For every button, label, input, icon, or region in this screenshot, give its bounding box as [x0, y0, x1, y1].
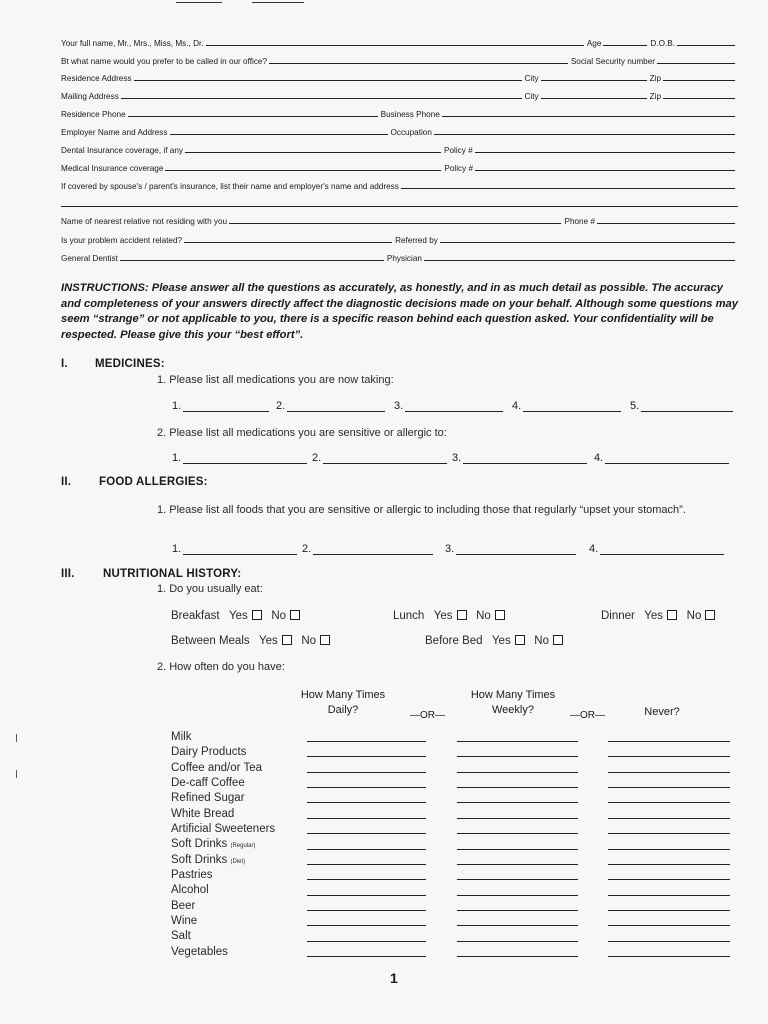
never-answer-line[interactable]: [608, 849, 730, 850]
city-label: City: [524, 92, 539, 101]
no-label: No: [301, 635, 317, 647]
allergic-medication-answer-1[interactable]: [183, 454, 307, 464]
medical-insurance-row: [61, 159, 738, 173]
no-label: No: [271, 610, 287, 622]
before-bed-no-checkbox[interactable]: [553, 635, 563, 645]
never-answer-line[interactable]: [608, 787, 730, 788]
margin-mark: [16, 734, 17, 742]
food-row: [171, 853, 275, 868]
no-label: No: [686, 610, 702, 622]
dental-insurance-row: [61, 141, 738, 155]
food-label: Alcohol: [171, 884, 209, 897]
food-row: [171, 791, 275, 806]
phone-row: [61, 105, 738, 119]
food-label: Salt: [171, 930, 191, 943]
page-number: 1: [390, 970, 398, 986]
food-label: Artificial Sweeteners: [171, 823, 276, 836]
food-label: Milk: [171, 731, 192, 743]
or-separator: —OR—: [570, 710, 605, 721]
usually-eat-question: 1. Do you usually eat:: [157, 583, 263, 595]
dental-policy-field[interactable]: [475, 152, 735, 153]
dental-insurance-label: Dental Insurance coverage, if any: [61, 146, 183, 155]
margin-mark: [16, 770, 17, 778]
food-allergy-answer-4[interactable]: [600, 545, 724, 555]
zip-label: Zip: [649, 74, 661, 83]
food-note: (Regular): [230, 843, 256, 850]
never-answer-line[interactable]: [608, 864, 730, 865]
nearest-relative-label: Name of nearest relative not residing with you: [61, 217, 228, 226]
food-row: [171, 776, 275, 791]
employer-row: [61, 123, 738, 137]
dob-label: D.O.B.: [650, 39, 675, 48]
age-field[interactable]: [603, 45, 647, 46]
city-label: City: [524, 74, 539, 83]
food-row: [171, 868, 275, 883]
section-title-food-allergies: FOOD ALLERGIES:: [99, 476, 208, 488]
never-answer-line[interactable]: [608, 741, 730, 742]
column-header-never: Never?: [644, 706, 680, 718]
never-answer-line[interactable]: [608, 772, 730, 773]
weekly-answer-line[interactable]: [457, 879, 578, 880]
physician-field[interactable]: [424, 260, 735, 261]
medical-policy-field[interactable]: [475, 170, 735, 171]
weekly-answer-line[interactable]: [457, 741, 578, 742]
medication-answer-3[interactable]: [405, 402, 503, 412]
food-row: [171, 914, 275, 929]
never-answer-line[interactable]: [608, 818, 730, 819]
column-header-daily: How Many Times Daily?: [300, 689, 386, 716]
meal-label: Breakfast: [171, 610, 220, 622]
answer-number: 3.: [452, 452, 462, 464]
ssn-label: Social Security number: [570, 57, 655, 66]
food-row: [171, 807, 275, 822]
never-answer-line[interactable]: [608, 941, 730, 942]
answer-number: 1.: [172, 400, 182, 412]
how-often-question: 2. How often do you have:: [157, 661, 285, 673]
food-label: Wine: [171, 915, 198, 928]
top-rule: [176, 2, 222, 3]
food-row: [171, 883, 275, 898]
employer-field[interactable]: [170, 134, 388, 135]
allergic-medications-question: 2. Please list all medications you are sensitive or allergic to:: [157, 427, 447, 439]
residence-phone-field[interactable]: [128, 116, 378, 117]
food-label: White Bread: [171, 807, 235, 820]
never-answer-line[interactable]: [608, 925, 730, 926]
mailing-address-row: [61, 87, 738, 101]
medical-insurance-label: Medical Insurance coverage: [61, 164, 164, 173]
breakfast-option: [171, 610, 300, 622]
occupation-field[interactable]: [434, 134, 735, 135]
answer-number: 4.: [594, 452, 604, 464]
weekly-answer-line[interactable]: [457, 941, 578, 942]
daily-answer-line[interactable]: [307, 741, 426, 742]
food-label: Pastries: [171, 869, 213, 882]
answer-number: 2.: [312, 452, 322, 464]
daily-answer-line[interactable]: [307, 895, 426, 896]
daily-answer-line[interactable]: [307, 802, 426, 803]
dob-field[interactable]: [677, 45, 735, 46]
food-label: Soft Drinks: [171, 853, 228, 866]
preferred-name-row: [61, 52, 738, 66]
meal-label: Between Meals: [171, 635, 250, 647]
section-title-nutritional-history: NUTRITIONAL HISTORY:: [103, 568, 242, 580]
food-label: Refined Sugar: [171, 792, 245, 805]
dentist-row: [61, 249, 738, 263]
mailing-address-field[interactable]: [121, 98, 522, 99]
policy-label: Policy #: [443, 146, 473, 155]
never-answer-line[interactable]: [608, 895, 730, 896]
answer-number: 4.: [589, 543, 599, 555]
food-frequency-list: [171, 730, 275, 960]
no-label: No: [534, 635, 549, 647]
spouse-insurance-field[interactable]: [401, 188, 735, 189]
medication-answer-2[interactable]: [287, 402, 385, 412]
full-name-label: Your full name, Mr., Mrs., Miss, Ms., Dr.: [61, 39, 204, 48]
between-meals-no-checkbox[interactable]: [320, 635, 330, 645]
yes-label: Yes: [433, 610, 453, 622]
food-row: [171, 899, 275, 914]
before-bed-yes-checkbox[interactable]: [515, 635, 525, 645]
general-dentist-label: General Dentist: [61, 254, 118, 263]
daily-answer-line[interactable]: [307, 787, 426, 788]
never-answer-line[interactable]: [608, 956, 730, 957]
never-answer-line[interactable]: [608, 833, 730, 834]
answer-number: 3.: [394, 400, 404, 412]
dinner-no-checkbox[interactable]: [705, 610, 715, 620]
medication-answer-5[interactable]: [641, 402, 733, 412]
preferred-name-field[interactable]: [269, 63, 568, 64]
allergic-medication-answer-4[interactable]: [605, 454, 729, 464]
spouse-insurance-row: [61, 177, 738, 191]
meal-label: Before Bed: [425, 635, 483, 647]
food-label: Vegetables: [171, 945, 228, 958]
food-row: [171, 730, 275, 745]
food-label: De-caff Coffee: [171, 777, 245, 790]
food-label: Dairy Products: [171, 746, 247, 759]
yes-label: Yes: [491, 635, 511, 647]
allergic-medication-answer-2[interactable]: [323, 454, 447, 464]
spouse-insurance-label: If covered by spouse's / parent's insurance, list their name and employer's name and address: [61, 182, 399, 191]
residence-address-row: [61, 69, 738, 83]
lunch-no-checkbox[interactable]: [495, 610, 505, 620]
daily-answer-line[interactable]: [307, 910, 426, 911]
dental-insurance-field[interactable]: [185, 152, 441, 153]
answer-number: 4.: [512, 400, 522, 412]
answer-number: 2.: [302, 543, 312, 555]
section-title-medicines: MEDICINES:: [95, 358, 165, 370]
phone-label: Phone #: [564, 217, 595, 226]
daily-answer-line[interactable]: [307, 879, 426, 880]
daily-answer-line[interactable]: [307, 941, 426, 942]
daily-answer-line[interactable]: [307, 864, 426, 865]
weekly-answer-line[interactable]: [457, 772, 578, 773]
food-row: [171, 745, 275, 760]
mailing-city-field[interactable]: [541, 98, 647, 99]
food-label: Beer: [171, 899, 196, 912]
accident-row: [61, 231, 738, 245]
before-bed-option: [425, 635, 563, 647]
between-meals-yes-checkbox[interactable]: [282, 635, 292, 645]
weekly-answer-line[interactable]: [457, 910, 578, 911]
answer-number: 3.: [445, 543, 455, 555]
food-row: [171, 837, 275, 852]
weekly-answer-line[interactable]: [457, 756, 578, 757]
residence-phone-label: Residence Phone: [61, 110, 126, 119]
daily-answer-line[interactable]: [307, 818, 426, 819]
nearest-relative-row: [61, 212, 738, 226]
dinner-yes-checkbox[interactable]: [667, 610, 677, 620]
nearest-relative-field[interactable]: [229, 223, 561, 224]
preferred-name-label: Bt what name would you prefer to be called in our office?: [61, 57, 268, 66]
full-name-field[interactable]: [206, 45, 584, 46]
mailing-zip-field[interactable]: [663, 98, 735, 99]
never-answer-line[interactable]: [608, 879, 730, 880]
section-numeral: I.: [61, 358, 68, 370]
weekly-answer-line[interactable]: [457, 849, 578, 850]
breakfast-yes-checkbox[interactable]: [252, 610, 262, 620]
never-answer-line[interactable]: [608, 910, 730, 911]
zip-field[interactable]: [663, 80, 735, 81]
section-numeral: III.: [61, 568, 75, 580]
daily-answer-line[interactable]: [307, 772, 426, 773]
medication-answer-4[interactable]: [523, 402, 621, 412]
medical-insurance-field[interactable]: [165, 170, 441, 171]
referred-by-label: Referred by: [395, 236, 438, 245]
food-row: [171, 929, 275, 944]
policy-label: Policy #: [444, 164, 474, 173]
residence-address-field[interactable]: [134, 80, 522, 81]
top-rule: [252, 2, 304, 3]
food-label: Soft Drinks: [171, 838, 228, 851]
lunch-yes-checkbox[interactable]: [457, 610, 467, 620]
relative-phone-field[interactable]: [597, 223, 735, 224]
allergic-medication-answer-3[interactable]: [463, 454, 587, 464]
column-header-weekly: How Many Times Weekly?: [470, 689, 556, 716]
answer-number: 1.: [172, 543, 182, 555]
business-phone-field[interactable]: [442, 116, 735, 117]
never-answer-line[interactable]: [608, 802, 730, 803]
weekly-answer-line[interactable]: [457, 895, 578, 896]
daily-answer-line[interactable]: [307, 956, 426, 957]
lunch-option: [393, 610, 505, 622]
food-row: [171, 761, 275, 776]
food-row: [171, 945, 275, 960]
weekly-answer-line[interactable]: [457, 818, 578, 819]
accident-label: Is your problem accident related?: [61, 236, 183, 245]
answer-number: 2.: [276, 400, 286, 412]
daily-answer-line[interactable]: [307, 849, 426, 850]
dinner-option: [601, 610, 715, 622]
food-label: Coffee and/or Tea: [171, 761, 263, 774]
residence-address-label: Residence Address: [61, 74, 132, 83]
zip-label: Zip: [649, 92, 661, 101]
full-name-row: [61, 34, 738, 48]
business-phone-label: Business Phone: [380, 110, 440, 119]
referred-by-field[interactable]: [440, 242, 735, 243]
occupation-label: Occupation: [390, 128, 432, 137]
spouse-insurance-continuation-line[interactable]: [61, 206, 738, 207]
accident-field[interactable]: [184, 242, 392, 243]
or-separator: —OR—: [410, 710, 445, 721]
ssn-field[interactable]: [657, 63, 735, 64]
general-dentist-field[interactable]: [120, 260, 384, 261]
food-note: (Diet): [230, 858, 246, 865]
between-meals-option: [171, 635, 330, 647]
city-field[interactable]: [541, 80, 647, 81]
daily-answer-line[interactable]: [307, 833, 426, 834]
yes-label: Yes: [644, 610, 664, 622]
weekly-answer-line[interactable]: [457, 802, 578, 803]
employer-label: Employer Name and Address: [61, 128, 168, 137]
daily-answer-line[interactable]: [307, 756, 426, 757]
yes-label: Yes: [259, 635, 278, 647]
yes-label: Yes: [228, 610, 248, 622]
weekly-answer-line[interactable]: [457, 956, 578, 957]
medications-question: 1. Please list all medications you are now taking:: [157, 374, 394, 386]
food-allergy-answer-2[interactable]: [313, 545, 433, 555]
food-row: [171, 822, 275, 837]
meal-label: Lunch: [393, 610, 425, 622]
food-allergies-question: 1. Please list all foods that you are sensitive or allergic to including those that regularly “upset your stomach”.: [157, 504, 686, 516]
age-label: Age: [586, 39, 602, 48]
mailing-address-label: Mailing Address: [61, 92, 119, 101]
daily-answer-line[interactable]: [307, 925, 426, 926]
weekly-answer-line[interactable]: [457, 925, 578, 926]
instructions-paragraph: INSTRUCTIONS: Please answer all the questions as accurately, as honestly, and in as much detail as possible. The accuracy and completeness of your answers directly affect the diagnostic decisions made on your behalf. Although some questions may seem “strange” or not applicable to you, there is a specific reason behind each question asked. Your confidentiality will be respected. Please give this your “best effort”.: [61, 282, 738, 341]
section-numeral: II.: [61, 476, 72, 488]
food-allergy-answer-1[interactable]: [183, 545, 297, 555]
weekly-answer-line[interactable]: [457, 864, 578, 865]
breakfast-no-checkbox[interactable]: [290, 610, 300, 620]
never-answer-line[interactable]: [608, 756, 730, 757]
weekly-answer-line[interactable]: [457, 833, 578, 834]
food-allergy-answer-3[interactable]: [456, 545, 576, 555]
answer-number: 5.: [630, 400, 640, 412]
physician-label: Physician: [386, 254, 422, 263]
meal-label: Dinner: [601, 610, 635, 622]
medication-answer-1[interactable]: [183, 402, 269, 412]
no-label: No: [476, 610, 491, 622]
answer-number: 1.: [172, 452, 182, 464]
weekly-answer-line[interactable]: [457, 787, 578, 788]
